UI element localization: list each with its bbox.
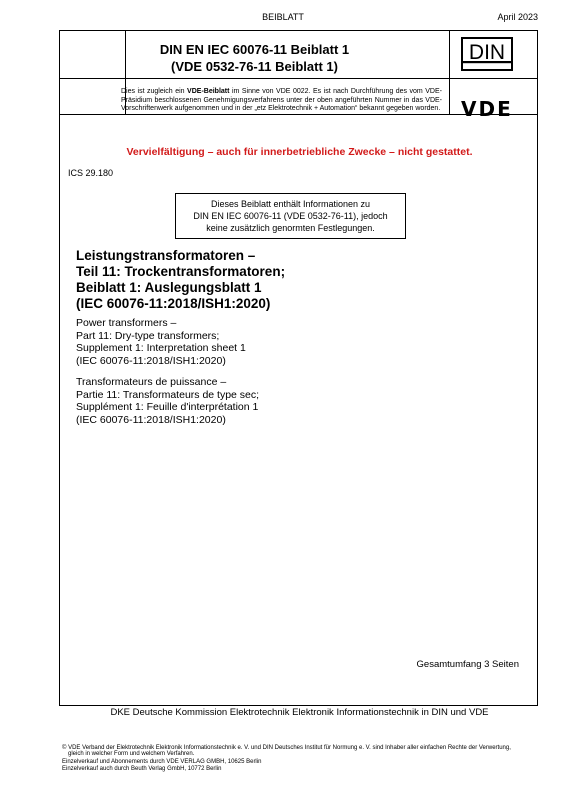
din-logo xyxy=(461,37,513,71)
title-french xyxy=(76,376,516,426)
title-line: Supplément 1: Feuille d'interprétation 1 xyxy=(76,401,259,413)
title-line: Part 11: Dry-type transformers; xyxy=(76,329,220,342)
notice-text-start: Dies ist zugleich ein xyxy=(121,88,188,95)
frame-divider-right xyxy=(449,31,450,114)
ics-code: ICS 29.180 xyxy=(68,168,114,178)
din-logo-text: DIN xyxy=(468,41,506,64)
vde-logo: VDE xyxy=(461,97,513,121)
title-line: Power transformers – xyxy=(76,317,177,329)
title-line: (IEC 60076-11:2018/ISH1:2020) xyxy=(76,354,226,367)
info-box xyxy=(175,193,406,239)
vde-classification: (VDE 0532-76-11 Beiblatt 1) xyxy=(171,59,338,74)
copyright-line: gleich in welcher Form und welchem Verfahren. xyxy=(68,751,195,757)
title-line: (IEC 60076-11:2018/ISH1:2020) xyxy=(76,413,226,426)
title-line: Leistungstransformatoren – xyxy=(76,248,256,263)
title-line: Beiblatt 1: Auslegungsblatt 1 xyxy=(76,280,262,295)
info-line: Dieses Beiblatt enthält Informationen zu xyxy=(210,199,371,209)
title-line: (IEC 60076-11:2018/ISH1:2020) xyxy=(76,296,271,311)
copy-warning: Vervielfältigung – auch für innerbetriebliche Zwecke – nicht gestattet. xyxy=(126,146,473,158)
info-line: DIN EN IEC 60076-11 (VDE 0532-76-11), jedoch xyxy=(193,211,388,221)
distribution-line: Einzelverkauf auch durch Beuth Verlag GmbH, 10772 Berlin xyxy=(62,766,222,772)
standard-title xyxy=(60,41,449,75)
vde-notice xyxy=(121,88,442,114)
title-line: Supplement 1: Interpretation sheet 1 xyxy=(76,342,246,354)
notice-bold-term: VDE-Beiblatt xyxy=(187,88,230,95)
publication-date: April 2023 xyxy=(497,12,538,22)
total-pages: Gesamtumfang 3 Seiten xyxy=(416,659,519,670)
title-english xyxy=(76,317,516,367)
copyright-line: © VDE Verband der Elektrotechnik Elektronik Informationstechnik e. V. und DIN Deutsches Institut für Normung e. V. sind Inhaber aller einfachen Rechte der Verwertung, xyxy=(62,745,511,751)
frame-rule-upper xyxy=(60,78,537,79)
din-logo-icon xyxy=(463,39,511,69)
info-line: keine zusätzlich genormten Festlegungen. xyxy=(206,223,375,233)
document-type-label: BEIBLATT xyxy=(262,12,304,22)
title-line: Transformateurs de puissance – xyxy=(76,376,227,388)
standard-number: DIN EN IEC 60076-11 Beiblatt 1 xyxy=(159,42,350,57)
cover-frame xyxy=(59,30,538,718)
distribution-line: Einzelverkauf und Abonnements durch VDE VERLAG GMBH, 10625 Berlin xyxy=(62,759,262,765)
title-line: Teil 11: Trockentransformatoren; xyxy=(76,264,286,279)
title-german xyxy=(76,248,516,312)
dke-committee: DKE Deutsche Kommission Elektrotechnik Elektronik Informationstechnik in DIN und VDE xyxy=(110,707,489,718)
title-line: Partie 11: Transformateurs de type sec; xyxy=(76,388,260,401)
notice-text-end: im Sinne von VDE 0022. Es ist nach Durchführung des vom VDE-Präsidium beschlossenen Genehmigungsverfahrens unter der oben angeführten Nummer in das VDE-Vorschriftenwerk aufgenommen und in der „etz Elektrotechnik + Automation“ bekannt gegeben worden. xyxy=(121,88,442,113)
